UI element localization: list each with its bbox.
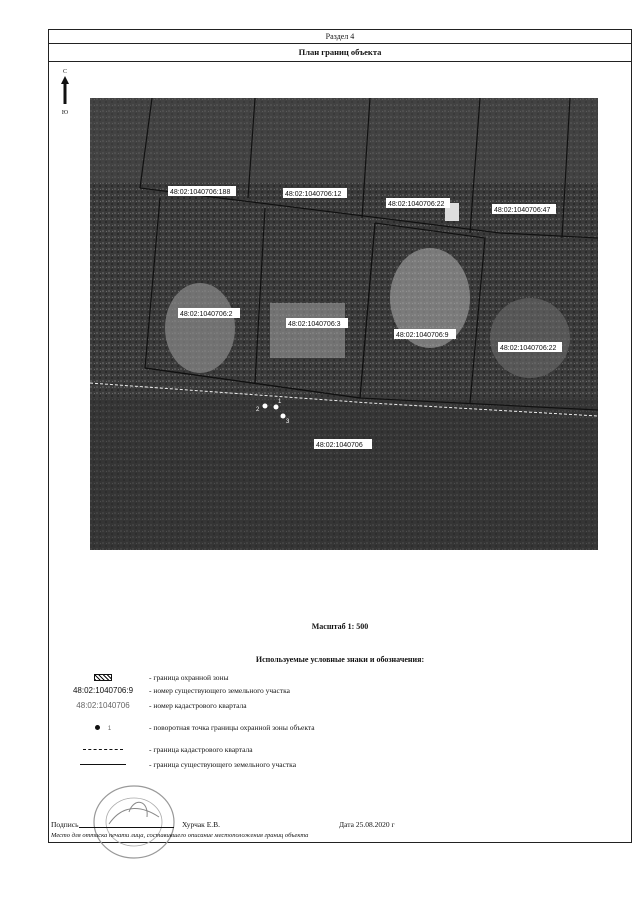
signature-date: Дата 25.08.2020 г	[339, 820, 395, 829]
cadastral-map	[90, 98, 598, 550]
point-number-3: 3	[286, 419, 290, 425]
compass	[55, 68, 75, 117]
legend-text: - номер кадастрового квартала	[149, 701, 247, 710]
compass-north-label: С	[62, 69, 67, 75]
quarter-boundary-symbol-icon	[55, 745, 151, 754]
legend-item	[49, 701, 631, 713]
legend-text: - граница существующего земельного участка	[149, 760, 297, 769]
map-label-2: 48:02:1040706:12	[285, 191, 342, 198]
turning-point-symbol-icon	[55, 723, 151, 732]
legend-text: - номер существующего земельного участка	[149, 686, 290, 695]
protection-zone-symbol-icon	[55, 673, 151, 682]
map-label-3: 48:02:1040706:22	[388, 201, 445, 208]
legend-text: - поворотная точка границы охранной зоны объекта	[149, 723, 315, 732]
turning-point-sample-number: 1	[107, 726, 112, 732]
north-arrow-icon	[60, 76, 70, 106]
signature-line	[79, 827, 174, 828]
legend-text: - граница кадастрового квартала	[149, 745, 253, 754]
map-label-9: 48:02:1040706	[316, 442, 363, 449]
map-label-6: 48:02:1040706:3	[288, 321, 341, 328]
legend-title: Используемые условные знаки и обозначения:	[255, 655, 425, 664]
map-label-1: 48:02:1040706:188	[170, 189, 231, 196]
point-number-1: 1	[278, 399, 282, 405]
parcel-boundary-symbol-icon	[55, 760, 151, 769]
map-label-5: 48:02:1040706:2	[180, 311, 233, 318]
legend-item	[49, 673, 631, 685]
parcel-number-sample: 48:02:1040706:9	[72, 686, 134, 695]
map-label-4: 48:02:1040706:47	[494, 207, 551, 214]
parcel-label	[168, 186, 236, 196]
quarter-number-sample: 48:02:1040706	[76, 701, 130, 710]
legend-item	[49, 686, 631, 698]
section-label: Раздел 4	[49, 30, 631, 44]
map-label-8: 48:02:1040706:22	[500, 345, 557, 352]
seal-stamp-icon	[89, 782, 179, 862]
map-scale: Масштаб 1: 500	[311, 622, 369, 631]
point-number-2: 2	[256, 407, 260, 413]
map-label-7: 48:02:1040706:9	[396, 332, 449, 339]
stamp-note: Место для оттиска печати лица, составившего описание местоположения границ объекта	[51, 832, 309, 839]
legend-text: - граница охранной зоны	[149, 673, 229, 682]
legend-item	[49, 760, 631, 772]
document-frame	[48, 29, 632, 843]
signer-name: Хурчак Е.В.	[182, 820, 221, 829]
legend-item	[49, 723, 631, 735]
compass-south-label: Ю	[61, 110, 69, 116]
legend-item	[49, 745, 631, 757]
signature-label: Подпись	[51, 820, 79, 829]
plan-title: План границ объекта	[49, 44, 631, 62]
